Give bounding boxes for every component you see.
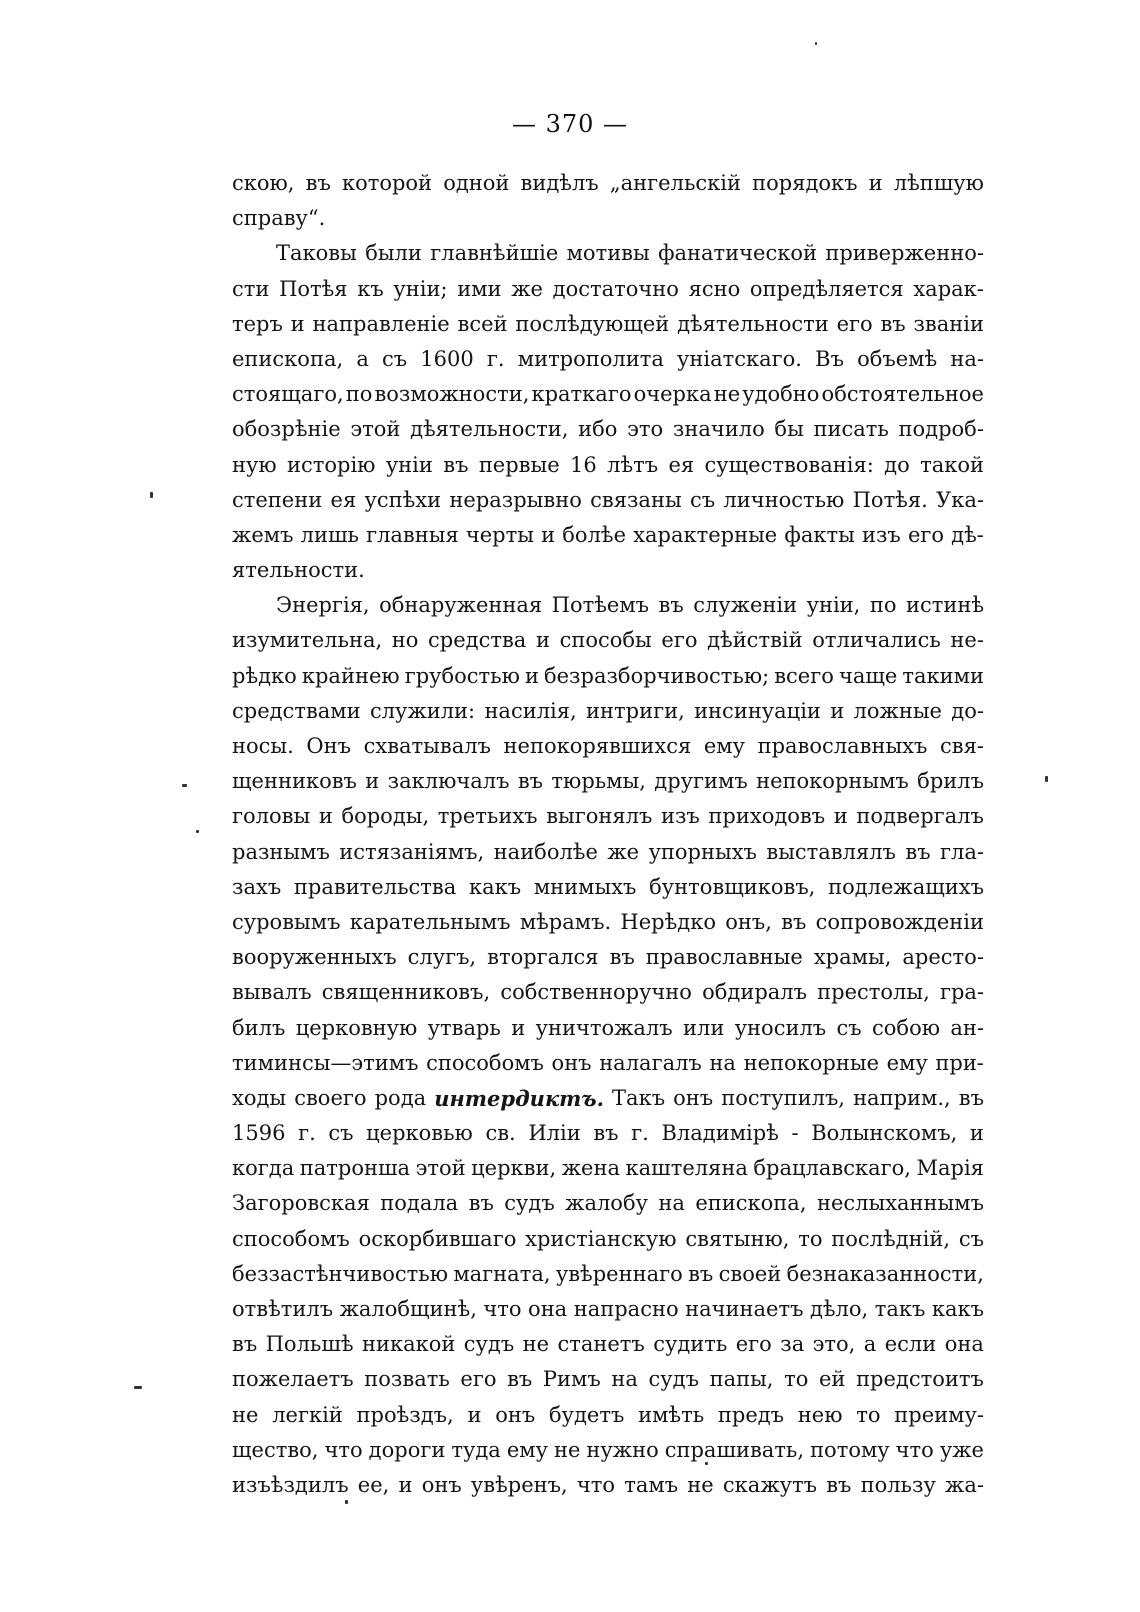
text-line: тиминсы—этимъ способомъ онъ налагалъ на непокорные ему при- <box>232 1050 984 1075</box>
text-line: епископа, а съ 1600 г. митрополита уніатскаго. Въ объемѣ на- <box>232 346 984 371</box>
text-line: вооруженныхъ слугъ, вторгался въ православные храмы, аресто- <box>232 945 984 970</box>
text-line: обозрѣніе этой дѣятельности, ибо это значило бы писать подроб- <box>232 417 984 442</box>
text-line: носы. Онъ схватывалъ непокорявшихся ему православныхъ свя- <box>232 734 984 758</box>
text-line: Энергія, обнаруженная Потѣемъ въ служеніи уніи, по истинѣ <box>276 593 984 618</box>
scan-speck <box>196 830 199 833</box>
scan-speck <box>182 784 187 787</box>
text-line: беззастѣнчивостью магната, увѣреннаго въ своей безнаказанности, <box>232 1261 984 1286</box>
text-line: разнымъ истязаніямъ, наиболѣе же упорныхъ выставлялъ въ гла- <box>232 839 984 864</box>
text-line: изумительна, но средства и способы его дѣйствій отличались не- <box>232 628 984 653</box>
text-line: суровымъ карательнымъ мѣрамъ. Нерѣдко онъ, въ сопровожденіи <box>232 909 984 934</box>
text-line: степени ея успѣхи неразрывно связаны съ личностью Потѣя. Ука- <box>232 487 984 512</box>
text-line: головы и бороды, третьихъ выгонялъ изъ приходовъ и подвергалъ <box>232 804 984 829</box>
text-line: въ Польшѣ никакой судъ не станетъ судить его за это, а если она <box>232 1332 984 1357</box>
text-line: щество, что дороги туда ему не нужно спрашивать, потому что уже <box>232 1437 984 1462</box>
text-line: рѣдко крайнею грубостью и безразборчивостью; всего чаще такими <box>232 663 984 688</box>
text-line: Загоровская подала въ судъ жалобу на епископа, неслыханнымъ <box>232 1191 984 1216</box>
text-line: билъ церковную утварь и уничтожалъ или уносилъ съ собою ан- <box>232 1015 984 1040</box>
text-line: вывалъ священниковъ, собственноручно обдиралъ престолы, гра- <box>232 980 984 1005</box>
body-text <box>232 166 984 1503</box>
text-line: ятельности. <box>232 558 365 583</box>
text-line: не легкій проѣздъ, и онъ будетъ имѣть предъ нею то преиму- <box>232 1402 984 1427</box>
text-line: средствами служили: насилія, интриги, инсинуаціи и ложные до- <box>232 698 984 723</box>
text-line: когда патронша этой церкви, жена каштеляна брацлавскаго, Марія <box>232 1156 984 1181</box>
scan-speck <box>705 1462 708 1465</box>
page-number: — 370 — <box>511 110 629 138</box>
scan-speck <box>815 42 817 45</box>
text-line: скою, въ которой одной видѣлъ „ангельскій порядокъ и лѣпшую <box>232 171 984 195</box>
text-line: ходы своего рода интердиктъ. Такъ онъ поступилъ, наприм., въ <box>232 1085 984 1111</box>
text-line: ную исторію уніи въ первые 16 лѣтъ ея существованія: до такой <box>232 452 984 477</box>
text-line: теръ и направленіе всей послѣдующей дѣятельности его въ званіи <box>232 311 984 336</box>
text-line: 1596 г. съ церковью св. Иліи въ г. Владимірѣ - Волынскомъ, и <box>232 1121 984 1146</box>
scan-speck <box>1045 776 1048 782</box>
text-line: Таковы были главнѣйшіе мотивы фанатической приверженно- <box>276 241 984 266</box>
text-line: способомъ оскорбившаго христіанскую святыню, то послѣдній, съ <box>232 1226 984 1251</box>
text-line: сти Потѣя къ уніи; ими же достаточно ясно опредѣляется харак- <box>232 276 984 301</box>
text-line: отвѣтилъ жалобщинѣ, что она напрасно начинаетъ дѣло, такъ какъ <box>232 1297 984 1321</box>
text-line: стоящаго, по возможности, краткаго очерка не удобно обстоятельное <box>232 382 984 407</box>
scan-speck <box>150 492 153 498</box>
text-line: справу“. <box>232 206 326 231</box>
text-line: изъѣздилъ ее, и онъ увѣренъ, что тамъ не скажутъ въ пользу жа- <box>232 1472 984 1497</box>
text-line: пожелаетъ позвать его въ Римъ на судъ папы, то ей предстоитъ <box>232 1367 984 1392</box>
text-line: щенниковъ и заключалъ въ тюрьмы, другимъ непокорнымъ брилъ <box>232 769 984 794</box>
text-line: захъ правительства какъ мнимыхъ бунтовщиковъ, подлежащихъ <box>232 874 984 899</box>
text-line: жемъ лишь главныя черты и болѣе характерные факты изъ его дѣ- <box>232 522 984 547</box>
scan-speck <box>345 1500 348 1504</box>
scan-speck <box>134 1386 142 1389</box>
